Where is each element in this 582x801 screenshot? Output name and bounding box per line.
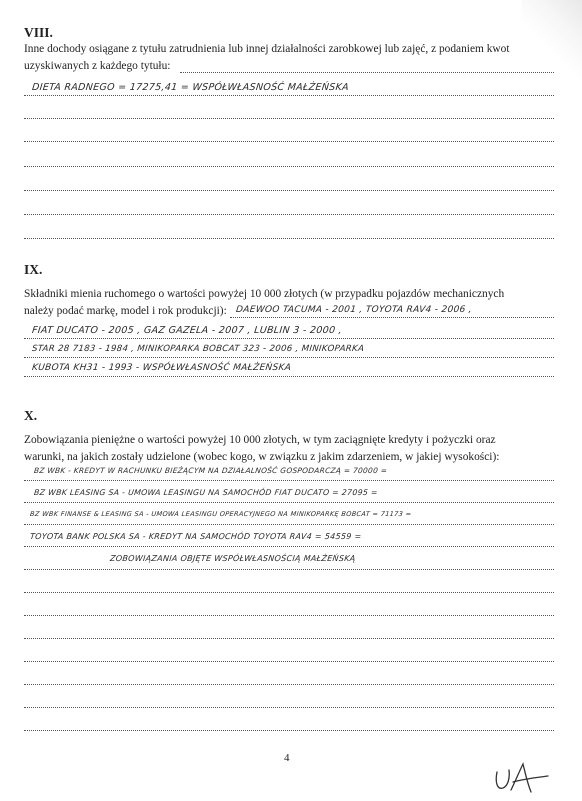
handwritten-entry: STAR 28 7183 - 1984 , MINIKOPARKA BOBCAT 323 - 2006 , MINIKOPARKA <box>31 344 365 354</box>
dotted-line <box>24 190 554 191</box>
handwritten-entry: FIAT DUCATO - 2005 , GAZ GAZELA - 2007 , LUBLIN 3 - 2000 , <box>31 325 343 336</box>
dotted-line <box>24 166 554 167</box>
section-x-text-line2: warunki, na jakich zostały udzielone (wobec kogo, w związku z jakim zdarzeniem, w jakiej wysokości): <box>24 451 500 463</box>
section-ix-heading: IX. <box>24 262 43 277</box>
dotted-line <box>24 592 554 593</box>
dotted-line <box>24 638 554 639</box>
dotted-line <box>24 338 554 339</box>
dotted-line <box>230 317 554 318</box>
section-ix-text-line1: Składniki mienia ruchomego o wartości powyżej 10 000 złotych (w przypadku pojazdów mechanicznych <box>24 288 505 300</box>
dotted-line <box>24 661 554 662</box>
handwritten-entry: DIETA RADNEGO = 17275,41 = WSPÓŁWŁASNOŚĆ MAŁŻEŃSKA <box>31 82 350 93</box>
section-viii-heading: VIII. <box>24 25 53 40</box>
dotted-line <box>24 569 554 570</box>
signature-initials <box>493 762 553 801</box>
section-viii-text-line1: Inne dochody osiągane z tytułu zatrudnienia lub innej działalności zarobkowej lub zajęć, z podaniem kwot <box>24 43 510 55</box>
dotted-line <box>24 95 554 96</box>
handwritten-entry: ZOBOWIĄZANIA OBJĘTE WSPÓŁWŁASNOŚCIĄ MAŁŻEŃSKĄ <box>109 554 357 563</box>
section-x-text-line1: Zobowiązania pieniężne o wartości powyżej 10 000 złotych, w tym zaciągnięte kredyty i pożyczki oraz <box>24 434 496 446</box>
dotted-line <box>24 214 554 215</box>
dotted-line <box>24 376 554 377</box>
section-x-heading: X. <box>24 408 38 423</box>
dotted-line <box>24 118 554 119</box>
dotted-line <box>24 524 554 525</box>
handwritten-entry: DAEWOO TACUMA - 2001 , TOYOTA RAV4 - 2006 , <box>235 305 473 315</box>
section-viii-text-line2: uzyskiwanych z każdego tytułu: <box>24 60 171 72</box>
dotted-line <box>24 238 554 239</box>
handwritten-entry: TOYOTA BANK POLSKA SA - KREDYT NA SAMOCHÓD TOYOTA RAV4 = 54559 = <box>29 532 363 541</box>
dotted-line <box>24 684 554 685</box>
dotted-line <box>24 357 554 358</box>
handwritten-entry: BZ WBK - KREDYT W RACHUNKU BIEŻĄCYM NA DZIAŁALNOŚĆ GOSPODARCZĄ = 70000 = <box>33 466 388 475</box>
handwritten-entry: BZ WBK LEASING SA - UMOWA LEASINGU NA SAMOCHÓD FIAT DUCATO = 27095 = <box>33 488 379 497</box>
handwritten-entry: BZ WBK FINANSE & LEASING SA - UMOWA LEASINGU OPERACYJNEGO NA MINIKOPARKĘ BOBCAT = 71173 = <box>29 510 412 518</box>
section-ix-text-line2: należy podać markę, model i rok produkcji): <box>24 305 227 317</box>
dotted-line <box>24 480 554 481</box>
page-number: 4 <box>284 752 290 764</box>
dotted-line <box>24 730 554 731</box>
dotted-line <box>24 615 554 616</box>
dotted-line <box>24 502 554 503</box>
dotted-line <box>24 141 554 142</box>
dotted-line <box>24 546 554 547</box>
dotted-line <box>24 707 554 708</box>
handwritten-entry: KUBOTA KH31 - 1993 - WSPÓŁWŁASNOŚĆ MAŁŻEŃSKA <box>31 363 292 373</box>
dotted-line <box>180 72 554 73</box>
